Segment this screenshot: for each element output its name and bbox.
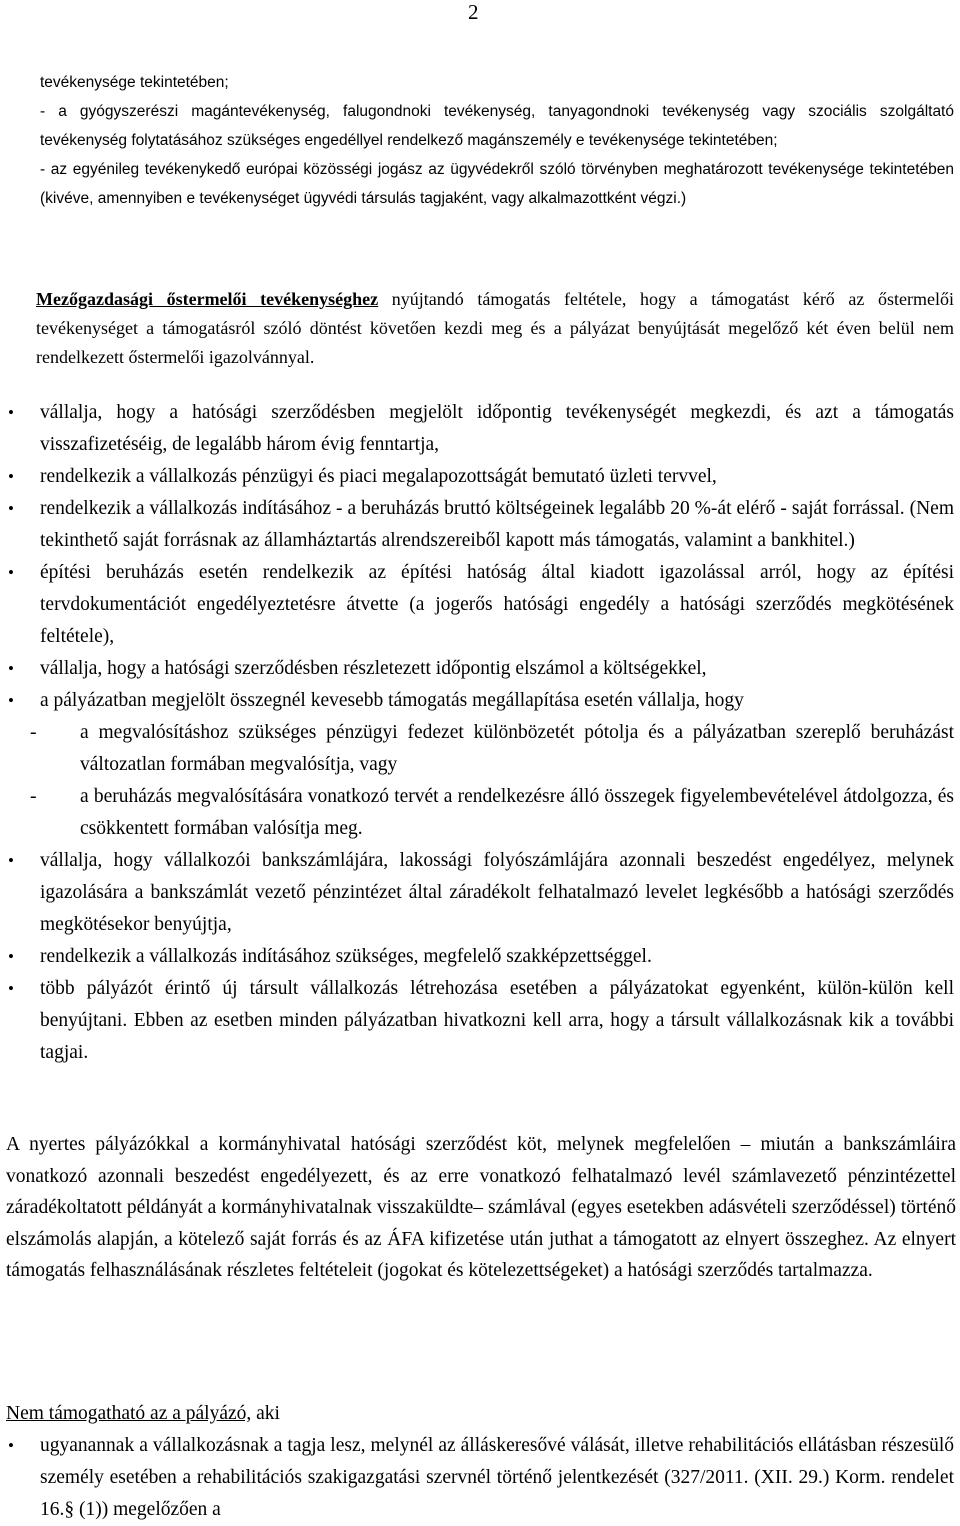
list-item-text: rendelkezik a vállalkozás indításához - a beruházás bruttó költségeinek legalább 20 %-át elérő - saját forrással. (Nem tekinthető saját forrásnak az államháztartás alrendszereiből kapott más támogatás, valamint a bankhitel.) <box>40 498 954 551</box>
bullet-icon: • <box>8 691 14 710</box>
list-item <box>0 557 960 653</box>
mezo-text: nyújtandó támogatás feltétele, hogy a támogatást kérő az őstermelői tevékenységet a támogatásról szóló döntést követően kezdi meg és a pályázat benyújtását megelőző két éven belül nem rendelkezett őstermelői igazolvánnyal. <box>36 289 954 367</box>
dash-item-text: a megvalósításhoz szükséges pénzügyi fedezet különbözetét pótolja és a pályázatban szereplő beruházást változatlan formában megvalósítja, vagy <box>80 722 954 775</box>
list-item-text: rendelkezik a vállalkozás indításához szükséges, megfelelő szakképzettséggel. <box>40 946 652 967</box>
intro-line: - az egyénileg tevékenykedő európai közösségi jogász az ügyvédekről szóló törvényben meghatározott tevékenysége tekintetében (kivéve, amennyiben e tevékenységet ügyvédi társulás tagjaként, vagy alkalmazottként végzi.) <box>40 161 954 207</box>
bullet-icon: • <box>8 851 14 870</box>
bullet-icon: • <box>8 947 14 966</box>
list-item <box>0 845 960 941</box>
list-item-text: több pályázót érintő új társult vállalkozás létrehozása esetében a pályázatokat egyenként, külön-külön kell benyújtani. Ebben az esetben minden pályázatban hivatkozni kell arra, hogy a társult vállalkozásnak kik a további tagjai. <box>40 978 954 1063</box>
dash-item <box>0 781 960 845</box>
intro-line: tevékenysége tekintetében; <box>40 74 229 91</box>
not-supported-underlined: Nem támogatható az a pályázó, <box>6 1403 252 1424</box>
intro-section <box>40 68 954 213</box>
list-item <box>0 493 960 557</box>
bullet-icon: • <box>8 403 14 422</box>
bullet-icon: • <box>8 1436 14 1455</box>
bullet-icon: • <box>8 563 14 582</box>
list-item-text: vállalja, hogy a hatósági szerződésben megjelölt időpontig tevékenységét megkezdi, és azt a támogatás visszafizetéséig, de legalább három évig fenntartja, <box>40 402 954 455</box>
list-item-text: vállalja, hogy vállalkozói bankszámlájára, lakossági folyószámlájára azonnali beszedést engedélyez, melynek igazolására a bankszámlát vezető pénzintézet által záradékolt felhatalmazó levelet legkésőbb a hatósági szerződés megkötésekor benyújtja, <box>40 850 954 935</box>
not-supported-rest: aki <box>251 1403 280 1424</box>
condition-list <box>0 397 960 1069</box>
not-supported-list <box>0 1430 960 1526</box>
dash-item-text: a beruházás megvalósítására vonatkozó tervét a rendelkezésre álló összegek figyelembevételével átdolgozza, és csökkentett formában valósítja meg. <box>80 786 954 839</box>
bullet-icon: • <box>8 979 14 998</box>
bullet-icon: • <box>8 499 14 518</box>
list-item-text: építési beruházás esetén rendelkezik az építési hatóság által kiadott igazolással arról, hogy az építési tervdokumentációt engedélyeztetésre átvette (a jogerős hatósági engedély a hatósági szerződés megkötésének feltétele), <box>40 562 954 647</box>
mezogazdasagi-paragraph <box>36 285 954 372</box>
mezo-bold-lead: Mezőgazdasági őstermelői tevékenységhez <box>36 289 379 309</box>
list-item <box>0 653 960 685</box>
list-item-text: rendelkezik a vállalkozás pénzügyi és piaci megalapozottságát bemutató üzleti tervvel, <box>40 466 717 487</box>
list-item <box>0 397 960 461</box>
bullet-icon: • <box>8 467 14 486</box>
list-item <box>0 973 960 1069</box>
list-item-text: a pályázatban megjelölt összegnél kevesebb támogatás megállapítása esetén vállalja, hogy <box>40 690 744 711</box>
list-item <box>0 941 960 973</box>
list-item <box>0 1430 960 1526</box>
dash-icon: - <box>30 722 37 743</box>
contract-paragraph: A nyertes pályázókkal a kormányhivatal hatósági szerződést köt, melynek megfelelően – miután a bankszámláira vonatkozó azonnali beszedést engedélyezett, és az erre vonatkozó felhatalmazó levél számlavezető pénzintézettel záradékoltatott példányát a kormányhivatalnak visszaküldte– számlával (egyes esetekben adásvételi szerződéssel) történő elszámolás alapján, a kötelező saját forrás és az ÁFA kifizetése után juthat a támogatott az elnyert összeghez. Az elnyert támogatás felhasználásának részletes feltételeit (jogokat és kötelezettségeket) a hatósági szerződés tartalmazza. <box>6 1134 956 1281</box>
list-item <box>0 685 960 717</box>
dash-item <box>0 717 960 781</box>
list-item-text: ugyanannak a vállalkozásnak a tagja lesz, melynél az álláskeresővé válását, illetve rehabilitációs ellátásban részesülő személy esetében a rehabilitációs szakigazgatási szervnél történő jelentkezését (327/2011. (XII. 29.) Korm. rendelet 16.§ (1)) megelőzően a <box>40 1435 954 1520</box>
list-item-text: vállalja, hogy a hatósági szerződésben részletezett időpontig elszámol a költségekkel, <box>40 658 707 679</box>
page-number: 2 <box>468 0 479 24</box>
bullet-icon: • <box>8 659 14 678</box>
list-item <box>0 461 960 493</box>
not-supported-heading <box>6 1398 956 1430</box>
dash-icon: - <box>30 786 37 807</box>
intro-line: - a gyógyszerészi magántevékenység, falugondnoki tevékenység, tanyagondnoki tevékenység vagy szociális szolgáltató tevékenység folytatásához szükséges engedéllyel rendelkező magánszemély e tevékenysége tekintetében; <box>40 103 954 149</box>
